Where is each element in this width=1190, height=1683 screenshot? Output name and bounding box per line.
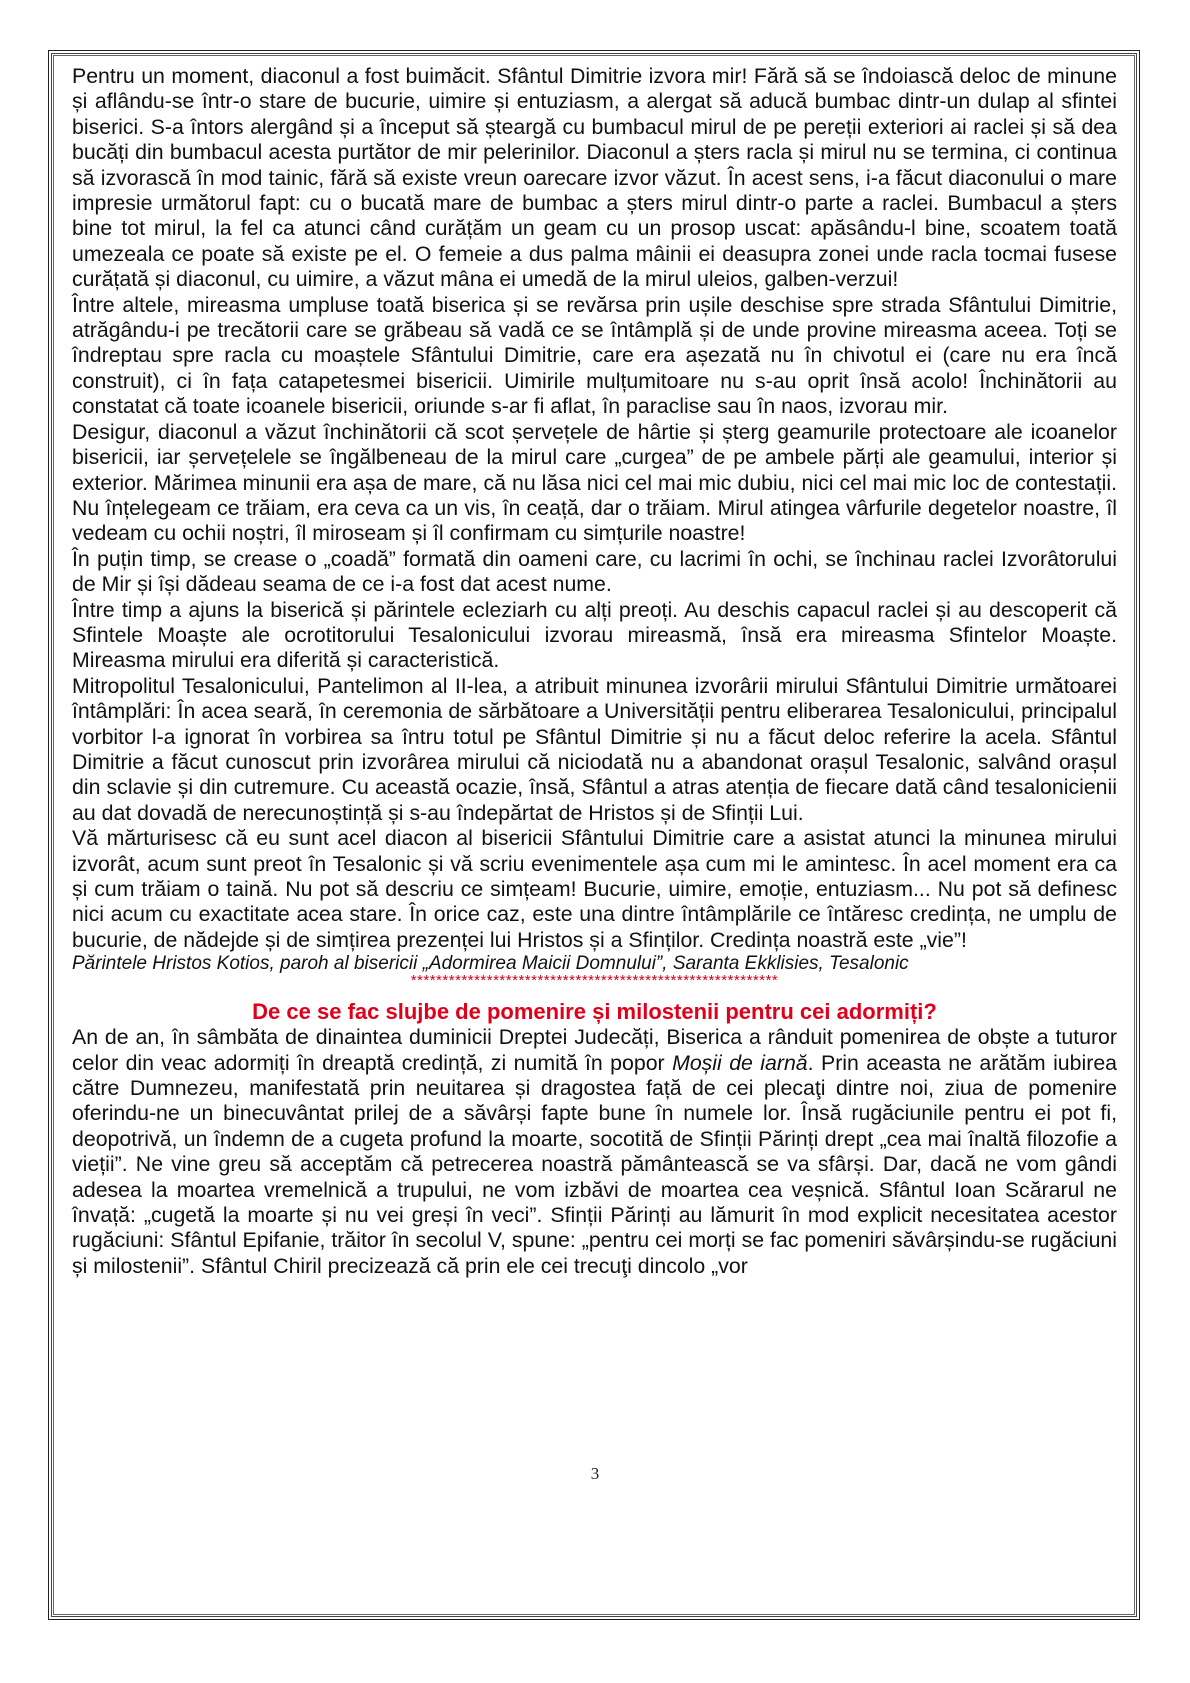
page-content: [72, 64, 1117, 1279]
paragraph: Pentru un moment, diaconul a fost buimăcit. Sfântul Dimitrie izvora mir! Fără să se îndoiască deloc de minune și aflându-se într-o stare de bucurie, uimire și entuziasm, a alergat să aducă bumbac dintr-un dulap al sfintei biserici. S-a întors alergând și a început să șteargă cu bumbacul mirul de pe pereții exteriori ai raclei și să dea bucăți din bumbacul acesta purtător de mir pelerinilor. Diaconul a șters racla și mirul nu se termina, ci continua să izvorască în mod tainic, fără să existe vreun oarecare izvor văzut. În acest sens, i-a făcut diaconului o mare impresie următorul fapt: cu o bucată mare de bumbac a șters mirul dintr-o parte a raclei. Bumbacul a șters bine tot mirul, la fel ca atunci când curățăm un geam cu un prosop uscat: apăsându-l bine, scoatem toată umezeala ce poate să existe pe el. O femeie a dus palma mâinii ei deasupra zonei unde racla tocmai fusese curățată și diaconul, cu uimire, a văzut mâna ei umedă de la mirul uleios, galben-verzui!: [72, 64, 1117, 292]
paragraph: Între timp a ajuns la biserică și părintele ecleziarh cu alți preoți. Au deschis capacul raclei și au descoperit că Sfintele Moaște ale ocrotitorului Tesalonicului izvorau mireasmă, însă era mireasma Sfintelor Moaște. Mireasma mirului era diferită și caracteristică.: [72, 597, 1117, 673]
italic-term: Moșii de iarnă: [672, 1050, 808, 1075]
paragraph: Vă mărturisesc că eu sunt acel diacon al bisericii Sfântului Dimitrie care a asistat atunci la minunea mirului izvorât, acum sunt preot în Tesalonic și vă scriu evenimentele așa cum mi le amintesc. În acel moment era ca și cum trăiam o taină. Nu pot să descriu ce simțeam! Bucurie, uimire, emoție, entuziasm... Nu pot să definesc nici acum cu exactitate acea stare. În orice caz, este una dintre întâmplările ce întăresc credința, ne umplu de bucurie, de nădejde și de simțirea prezenței lui Hristos și a Sfinților. Credința noastră este „vie”!: [72, 826, 1117, 952]
author-signature: Părintele Hristos Kotios, paroh al bisericii „Adormirea Maicii Domnului”, Saranta Ekklisies, Tesalonic: [72, 953, 909, 975]
paragraph: Mitropolitul Tesalonicului, Pantelimon al II-lea, a atribuit minunea izvorârii mirului Sfântului Dimitrie următoarei întâmplări: În acea seară, în ceremonia de sărbătoare a Universității pentru eliberarea Tesalonicului, principalul vorbitor l-a ignorat în vorbirea sa întru totul pe Sfântul Dimitrie și nu a făcut deloc referire la acela. Sfântul Dimitrie a făcut cunoscut prin izvorârea mirului că niciodată nu a abandonat orașul Tesalonic, salvând orașul din sclavie și din cutremure. Cu această ocazie, însă, Sfântul a atras atenția de fiecare dată când tesalonicienii au dat dovadă de nerecunoștință și s-au îndepărtat de Hristos și de Sfinții Lui.: [72, 673, 1117, 825]
article-title: De ce se fac slujbe de pomenire și milostenii pentru cei adormiți?: [252, 999, 937, 1025]
section-separator: **********************************************************: [410, 972, 779, 990]
paragraph: În puțin timp, se crease o „coadă” formată din oameni care, cu lacrimi în ochi, se închinau raclei Izvorâtorului de Mir și își dădeau seama de ce i-a fost dat acest nume.: [72, 546, 1117, 597]
paragraph: Desigur, diaconul a văzut închinătorii că scot șervețele de hârtie și șterg geamurile protectoare ale icoanelor bisericii, iar șervețelele se îngălbeneau de la mirul care „curgea” de pe ambele părți ale geamului, interior și exterior. Mărimea minunii era așa de mare, că nu lăsa nici cel mai mic dubiu, nici cel mai mic loc de contestații. Nu înțelegeam ce trăiam, era ceva ca un vis, în ceață, dar o trăiam. Mirul atingea vârfurile degetelor noastre, îl vedeam cu ochii noștri, îl miroseam și îl confirmam cu simțurile noastre!: [72, 419, 1117, 546]
paragraph: [72, 1025, 1117, 1279]
paragraph-text: . Prin aceasta ne arătăm iubirea către Dumnezeu, manifestată prin neuitarea și dragostea față de cei plecaţi dintre noi, ziua de pomenire oferindu-ne un binecuvântat prilej de a săvârși fapte bune în numele lor. Însă rugăciunile pentru ei pot fi, deopotrivă, un îndemn de a cugeta profund la moarte, socotită de Sfinții Părinți drept „cea mai înaltă filozofie a vieții”. Ne vine greu să acceptăm că petrecerea noastră pământească se va sfârși. Dar, dacă ne vom gândi adesea la moartea vremelnică a trupului, ne vom izbăvi de moartea cea veșnică. Sfântul Ioan Scărarul ne învață: „cugetă la moarte și nu vei greși în veci”. Sfinții Părinți au lămurit în mod explicit necesitatea acestor rugăciuni: Sfântul Epifanie, trăitor în secolul V, spune: „pentru cei morți se fac pomeniri săvârșindu-se rugăciuni și milostenii”. Sfântul Chiril precizează că prin ele cei trecuţi dincolo „vor: [72, 1050, 1118, 1278]
paragraph: Între altele, mireasma umpluse toată biserica și se revărsa prin ușile deschise spre strada Sfântului Dimitrie, atrăgându-i pe trecătorii care se grăbeau să vadă ce se întâmplă și de unde provine mireasma aceea. Toți se îndreptau spre racla cu moaștele Sfântului Dimitrie, care era așezată nu în chivotul ei (care nu era încă construit), ci în fața catapetesmei bisericii. Uimirile mulțumitoare nu s-au oprit însă acolo! Închinătorii au constatat că toate icoanele bisericii, oriunde s-ar fi aflat, în paraclise sau în naos, izvorau mir.: [72, 292, 1117, 419]
paragraph-text: An de an, în sâmbăta de dinaintea duminicii Dreptei Judecăți, Biserica a rânduit pomenirea de obște a tuturor celor din veac adormiți în dreaptă credință, zi numită în popor: [72, 1025, 1117, 1075]
page-number: 3: [590, 1464, 600, 1483]
